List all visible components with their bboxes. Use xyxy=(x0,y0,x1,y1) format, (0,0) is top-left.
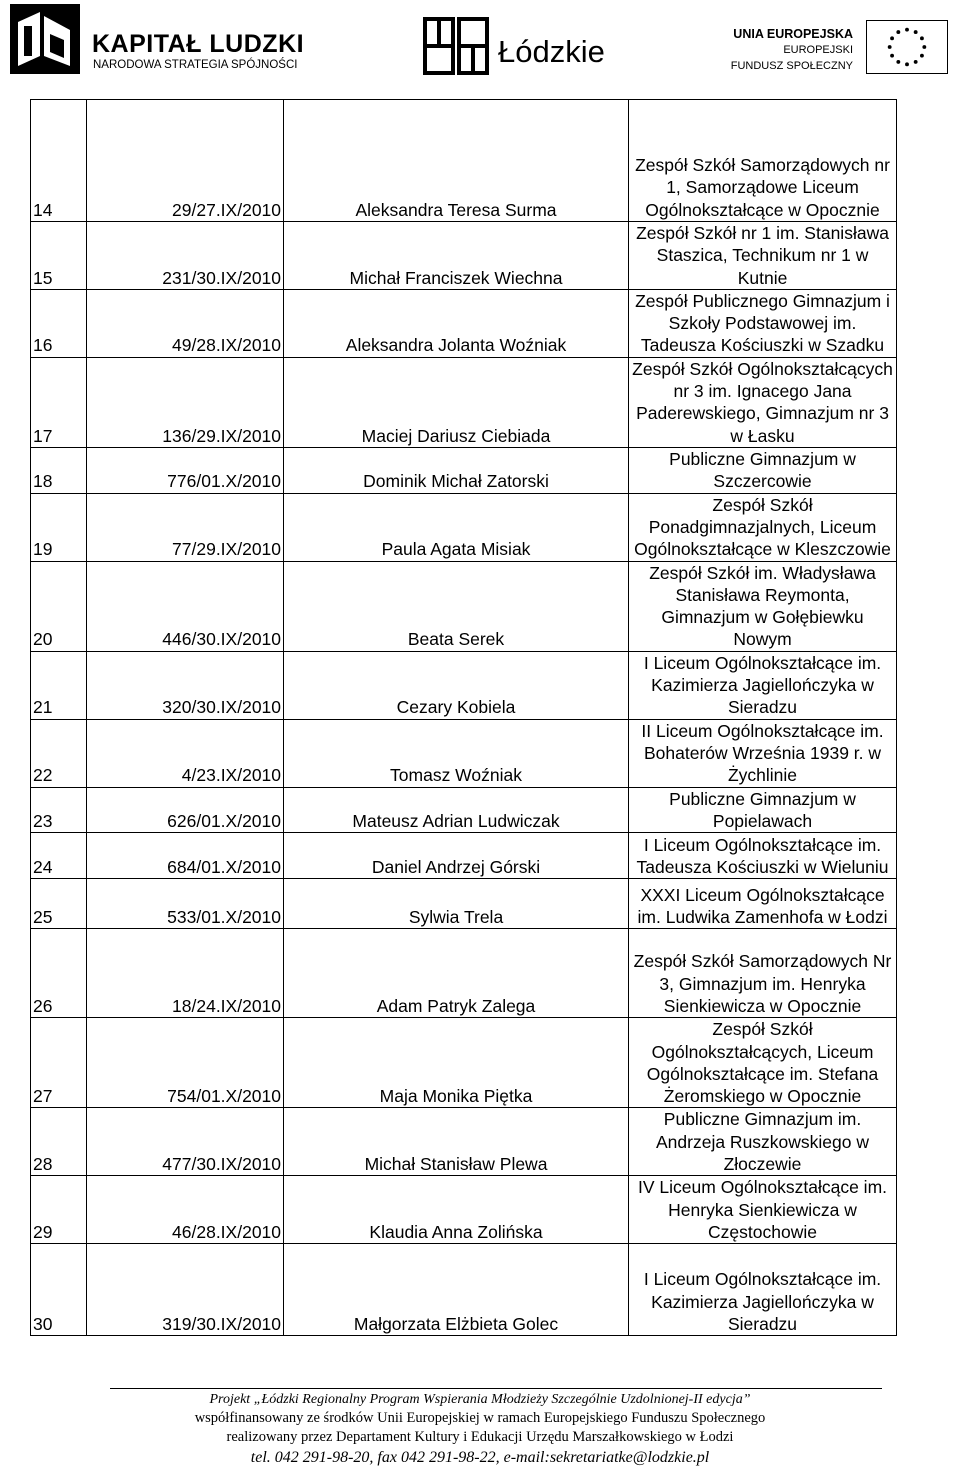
row-name: Tomasz Woźniak xyxy=(284,719,629,787)
row-number: 19 xyxy=(31,493,87,561)
footer-funding-line: współfinansowany ze środków Unii Europejskiej w ramach Europejskiego Funduszu Społecznego xyxy=(194,1410,766,1426)
row-school: Publiczne Gimnazjum im. Andrzeja Ruszkowskiego w Złoczewie xyxy=(629,1108,897,1176)
eu-fund-line2: FUNDUSZ SPOŁECZNY xyxy=(730,60,853,72)
row-school: IV Liceum Ogólnokształcące im. Henryka Sienkiewicza w Częstochowie xyxy=(629,1176,897,1244)
row-name: Aleksandra Jolanta Woźniak xyxy=(284,289,629,357)
row-school: Zespół Szkół nr 1 im. Stanisława Staszica, Technikum nr 1 w Kutnie xyxy=(629,222,897,290)
table-row xyxy=(31,222,897,290)
row-number: 16 xyxy=(31,289,87,357)
table-row xyxy=(31,1244,897,1336)
row-number: 26 xyxy=(31,929,87,1018)
row-signature: 446/30.IX/2010 xyxy=(87,561,284,651)
table-row xyxy=(31,651,897,719)
lodzkie-emblem-icon xyxy=(422,16,490,76)
row-name: Maciej Dariusz Ciebiada xyxy=(284,357,629,447)
table-row xyxy=(31,719,897,787)
lodzkie-logo xyxy=(422,14,642,84)
row-signature: 231/30.IX/2010 xyxy=(87,222,284,290)
row-school: Publiczne Gimnazjum w Szczercowie xyxy=(629,447,897,493)
footer-divider xyxy=(110,1388,882,1389)
row-name: Mateusz Adrian Ludwiczak xyxy=(284,787,629,833)
row-school: I Liceum Ogólnokształcące im. Kazimierza Jagiellończyka w Sieradzu xyxy=(629,651,897,719)
row-name: Klaudia Anna Zolińska xyxy=(284,1176,629,1244)
row-signature: 49/28.IX/2010 xyxy=(87,289,284,357)
row-number: 25 xyxy=(31,879,87,929)
row-number: 29 xyxy=(31,1176,87,1244)
row-name: Daniel Andrzej Górski xyxy=(284,833,629,879)
footer-contact-line: tel. 042 291-98-20, fax 042 291-98-22, e-mail:sekretariatke@lodzkie.pl xyxy=(250,1449,710,1466)
table-row xyxy=(31,289,897,357)
row-name: Dominik Michał Zatorski xyxy=(284,447,629,493)
row-school: Zespół Szkół Ogólnokształcących nr 3 im. Ignacego Jana Paderewskiego, Gimnazjum nr 3 w Łasku xyxy=(629,357,897,447)
row-school: I Liceum Ogólnokształcące im. Tadeusza Kościuszki w Wieluniu xyxy=(629,833,897,879)
row-school: Zespół Szkół Ogólnokształcących, Liceum Ogólnokształcące im. Stefana Żeromskiego w Opocznie xyxy=(629,1018,897,1108)
row-number: 20 xyxy=(31,561,87,651)
row-school: XXXI Liceum Ogólnokształcące im. Ludwika Zamenhofa w Łodzi xyxy=(629,879,897,929)
row-school: Zespół Publicznego Gimnazjum i Szkoły Podstawowej im. Tadeusza Kościuszki w Szadku xyxy=(629,289,897,357)
table-row xyxy=(31,787,897,833)
table-row xyxy=(31,929,897,1018)
lodzkie-label: Łódzkie xyxy=(498,34,605,69)
page-footer xyxy=(0,1390,960,1469)
row-number: 27 xyxy=(31,1018,87,1108)
table-row xyxy=(31,1108,897,1176)
row-school: Zespół Szkół Samorządowych nr 1, Samorządowe Liceum Ogólnokształcące w Opocznie xyxy=(629,100,897,222)
kapital-ludzki-logo xyxy=(10,4,310,74)
footer-project-line: Projekt „Łódzki Regionalny Program Wspierania Młodzieży Szczególnie Uzdolnionej-II edycja” xyxy=(209,1392,751,1407)
row-number: 23 xyxy=(31,787,87,833)
row-name: Michał Franciszek Wiechna xyxy=(284,222,629,290)
kapital-ludzki-title: KAPITAŁ LUDZKI xyxy=(92,30,305,58)
row-name: Małgorzata Elżbieta Golec xyxy=(284,1244,629,1336)
table-row xyxy=(31,357,897,447)
row-number: 15 xyxy=(31,222,87,290)
table-row xyxy=(31,100,897,222)
row-signature: 754/01.X/2010 xyxy=(87,1018,284,1108)
table-row xyxy=(31,1176,897,1244)
row-signature: 477/30.IX/2010 xyxy=(87,1108,284,1176)
row-signature: 319/30.IX/2010 xyxy=(87,1244,284,1336)
laureates-table-body xyxy=(31,100,897,1336)
page-header xyxy=(0,0,960,90)
eu-flag-icon xyxy=(866,20,948,74)
row-school: I Liceum Ogólnokształcące im. Kazimierza Jagiellończyka w Sieradzu xyxy=(629,1244,897,1336)
kapital-ludzki-emblem-icon xyxy=(10,4,80,74)
row-name: Sylwia Trela xyxy=(284,879,629,929)
row-number: 18 xyxy=(31,447,87,493)
row-signature: 320/30.IX/2010 xyxy=(87,651,284,719)
eu-logo xyxy=(720,20,952,80)
table-row xyxy=(31,879,897,929)
row-signature: 776/01.X/2010 xyxy=(87,447,284,493)
row-signature: 77/29.IX/2010 xyxy=(87,493,284,561)
table-row xyxy=(31,447,897,493)
row-name: Maja Monika Piętka xyxy=(284,1018,629,1108)
row-signature: 29/27.IX/2010 xyxy=(87,100,284,222)
kapital-ludzki-subtitle: NARODOWA STRATEGIA SPÓJNOŚCI xyxy=(93,59,298,71)
row-name: Michał Stanisław Plewa xyxy=(284,1108,629,1176)
row-name: Aleksandra Teresa Surma xyxy=(284,100,629,222)
row-school: Zespół Szkół Samorządowych Nr 3, Gimnazjum im. Henryka Sienkiewicza w Opocznie xyxy=(629,929,897,1018)
row-signature: 533/01.X/2010 xyxy=(87,879,284,929)
table-row xyxy=(31,1018,897,1108)
row-number: 21 xyxy=(31,651,87,719)
row-name: Beata Serek xyxy=(284,561,629,651)
table-row xyxy=(31,833,897,879)
row-signature: 626/01.X/2010 xyxy=(87,787,284,833)
eu-title: UNIA EUROPEJSKA xyxy=(733,27,853,41)
row-number: 30 xyxy=(31,1244,87,1336)
footer-executor-line: realizowany przez Departament Kultury i Edukacji Urzędu Marszałkowskiego w Łodzi xyxy=(226,1429,734,1445)
row-number: 17 xyxy=(31,357,87,447)
row-name: Paula Agata Misiak xyxy=(284,493,629,561)
row-school: Publiczne Gimnazjum w Popielawach xyxy=(629,787,897,833)
row-signature: 4/23.IX/2010 xyxy=(87,719,284,787)
row-school: II Liceum Ogólnokształcące im. Bohaterów Września 1939 r. w Żychlinie xyxy=(629,719,897,787)
row-name: Cezary Kobiela xyxy=(284,651,629,719)
row-signature: 684/01.X/2010 xyxy=(87,833,284,879)
eu-fund-line1: EUROPEJSKI xyxy=(783,44,853,56)
row-signature: 136/29.IX/2010 xyxy=(87,357,284,447)
laureates-table xyxy=(30,99,897,1336)
row-school: Zespół Szkół Ponadgimnazjalnych, Liceum Ogólnokształcące w Kleszczowie xyxy=(629,493,897,561)
row-signature: 46/28.IX/2010 xyxy=(87,1176,284,1244)
row-school: Zespół Szkół im. Władysława Stanisława Reymonta, Gimnazjum w Gołębiewku Nowym xyxy=(629,561,897,651)
table-row xyxy=(31,493,897,561)
row-number: 22 xyxy=(31,719,87,787)
row-signature: 18/24.IX/2010 xyxy=(87,929,284,1018)
row-number: 24 xyxy=(31,833,87,879)
row-name: Adam Patryk Zalega xyxy=(284,929,629,1018)
table-row xyxy=(31,561,897,651)
row-number: 28 xyxy=(31,1108,87,1176)
row-number: 14 xyxy=(31,100,87,222)
